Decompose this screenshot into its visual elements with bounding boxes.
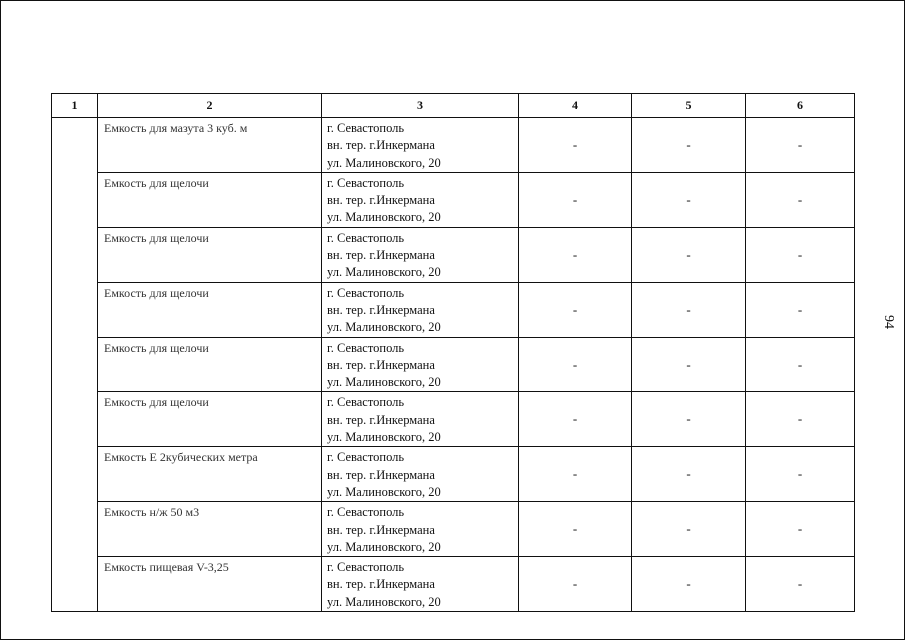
column-header-1: 1 [52,94,98,118]
address-line: г. Севастополь [327,450,405,465]
column-header-6: 6 [746,94,855,118]
address-cell [322,227,519,282]
address-line: вн. тер. г.Инкермана [327,248,435,263]
address-line: ул. Малиновского, 20 [327,539,441,554]
column-header-3: 3 [322,94,519,118]
col5-cell: - [632,392,746,447]
column-header-5: 5 [632,94,746,118]
col6-cell: - [746,227,855,282]
property-table [51,93,855,612]
address-line: г. Севастополь [327,340,405,355]
item-name-cell: Емкость для щелочи [98,337,322,392]
address-cell [322,118,519,173]
item-name-cell: Емкость для щелочи [98,392,322,447]
col5-cell: - [632,557,746,612]
address-line: ул. Малиновского, 20 [327,210,441,225]
col4-cell: - [519,227,632,282]
table-row [52,392,855,447]
col4-cell: - [519,337,632,392]
item-name-cell: Емкость Е 2кубических метра [98,447,322,502]
col6-cell: - [746,392,855,447]
col5-cell: - [632,447,746,502]
col6-cell: - [746,172,855,227]
address-line: ул. Малиновского, 20 [327,375,441,390]
col5-cell: - [632,502,746,557]
item-name-cell: Емкость для мазута 3 куб. м [98,118,322,173]
col6-cell: - [746,502,855,557]
address-line: г. Севастополь [327,560,405,575]
address-line: г. Севастополь [327,230,405,245]
item-name-cell: Емкость н/ж 50 м3 [98,502,322,557]
col6-cell: - [746,337,855,392]
col4-cell: - [519,447,632,502]
item-name-cell: Емкость для щелочи [98,227,322,282]
item-name-cell: Емкость для щелочи [98,172,322,227]
col5-cell: - [632,282,746,337]
address-line: ул. Малиновского, 20 [327,594,441,609]
col4-cell: - [519,118,632,173]
table-row [52,227,855,282]
table-row [52,337,855,392]
address-line: вн. тер. г.Инкермана [327,193,435,208]
col4-cell: - [519,502,632,557]
col6-cell: - [746,557,855,612]
address-cell [322,557,519,612]
address-line: г. Севастополь [327,121,405,135]
address-line: вн. тер. г.Инкермана [327,412,435,427]
item-name-cell: Емкость пищевая V-3,25 [98,557,322,612]
column-header-2: 2 [98,94,322,118]
column-header-4: 4 [519,94,632,118]
address-line: г. Севастополь [327,395,405,410]
address-line: ул. Малиновского, 20 [327,320,441,335]
address-line: г. Севастополь [327,175,405,190]
address-line: ул. Малиновского, 20 [327,484,441,499]
col4-cell: - [519,557,632,612]
address-cell [322,502,519,557]
row-number-cell [52,118,98,612]
address-cell [322,337,519,392]
address-cell [322,447,519,502]
address-line: ул. Малиновского, 20 [327,430,441,445]
col5-cell: - [632,118,746,173]
address-line: г. Севастополь [327,285,405,300]
col4-cell: - [519,172,632,227]
col6-cell: - [746,447,855,502]
table-row [52,447,855,502]
address-line: вн. тер. г.Инкермана [327,138,435,153]
item-name-cell: Емкость для щелочи [98,282,322,337]
col5-cell: - [632,337,746,392]
col5-cell: - [632,227,746,282]
address-line: ул. Малиновского, 20 [327,155,441,170]
table-row [52,172,855,227]
address-cell [322,282,519,337]
table-row [52,557,855,612]
address-line: вн. тер. г.Инкермана [327,577,435,592]
address-cell [322,392,519,447]
address-line: ул. Малиновского, 20 [327,265,441,280]
address-line: вн. тер. г.Инкермана [327,357,435,372]
col6-cell: - [746,118,855,173]
address-line: вн. тер. г.Инкермана [327,467,435,482]
table-header-row [52,94,855,118]
page-number: 94 [881,315,896,329]
col5-cell: - [632,172,746,227]
col4-cell: - [519,392,632,447]
table-row [52,282,855,337]
table-row [52,118,855,173]
address-cell [322,172,519,227]
address-line: вн. тер. г.Инкермана [327,522,435,537]
col6-cell: - [746,282,855,337]
col4-cell: - [519,282,632,337]
address-line: г. Севастополь [327,505,405,520]
address-line: вн. тер. г.Инкермана [327,302,435,317]
table-row [52,502,855,557]
